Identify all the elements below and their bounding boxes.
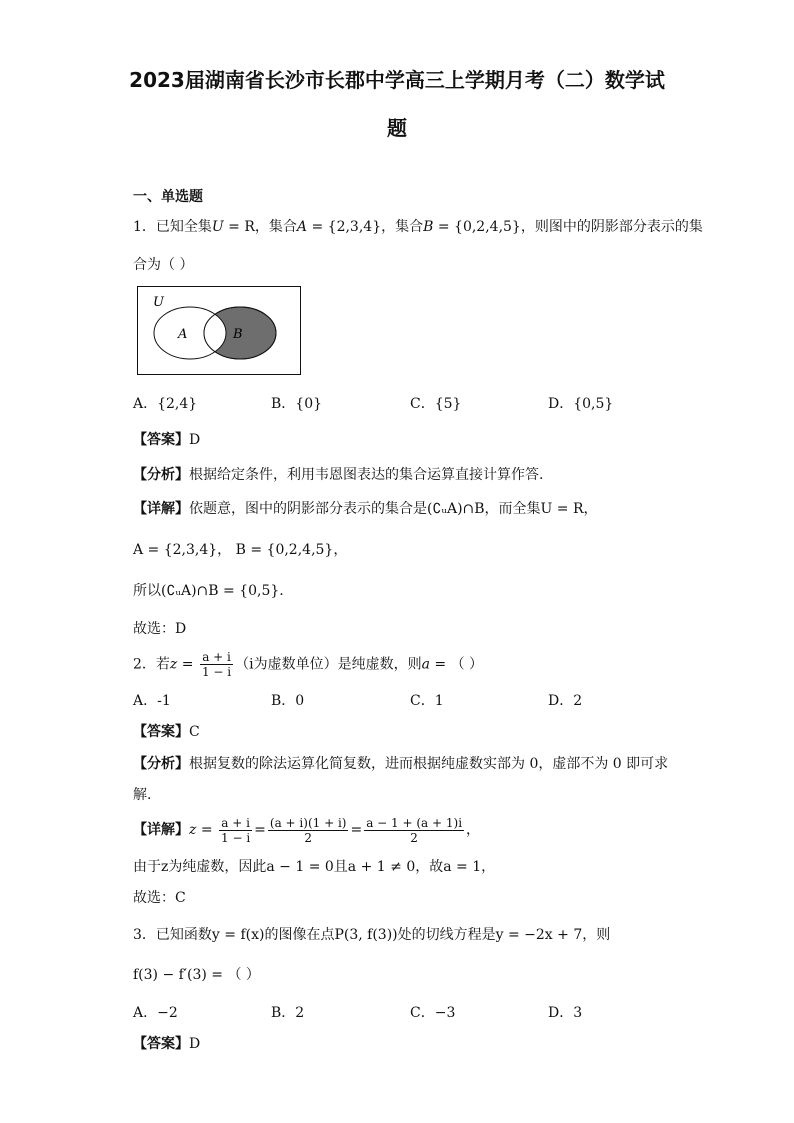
q1-option-d: D．{0,5} [548,396,614,412]
q1-stem-line-1 [133,218,703,236]
q3-option-d: D．3 [548,1005,583,1021]
detail-tag: 【详解】 [133,501,189,517]
q1-stem-eqr: = R，集合 [223,219,297,235]
q2-analysis-line-1 [133,755,668,773]
q2-choice: 故选：C [133,890,186,906]
detail-fraction-1 [219,816,252,845]
q2-detail-line-1: 【详解】z = $\frac{a + i}{1 - i}$ = $\frac{(a + i)(1 + i)}{2}$ = $\frac{a - 1 + (a + 1)i}{2}$ ， [133,815,481,845]
answer-tag: 【答案】 [133,1036,189,1052]
venn-label-b: B [233,327,243,342]
q1-detail-line-2: A = {2,3,4}， B = {0,2,4,5}， [133,542,348,558]
q1-option-c: C．{5} [410,396,462,412]
detail-fraction-2-denominator: 2 [304,830,312,845]
answer-value: C [189,724,200,740]
detail-fraction-2 [268,816,349,845]
q2-option-d: D．2 [548,693,583,709]
q1-choice: 故选：D [133,621,187,637]
q2-stem-suffix: （i为虚数单位）是纯虚数，则 [235,656,422,673]
venn-label-a: A [178,327,188,342]
answer-value: D [189,1036,201,1052]
section-heading: 一、单选题 [133,189,203,205]
detail-fraction-2-numerator: (a + i)(1 + i) [269,815,347,830]
q1-stem-aset: = {2,3,4}，集合 [307,219,424,235]
q3-answer [133,1035,200,1053]
q1-detail-line-1 [133,500,598,518]
q2-fraction-numerator: a + i [202,650,231,664]
q2-fraction [200,650,233,679]
exam-title-line-2: 题 [387,116,407,140]
q2-stem-z: z [169,656,178,673]
q2-option-b: B．0 [271,693,305,709]
detail-fraction-3 [364,816,464,845]
q1-stem-prefix: 1．已知全集 [133,219,212,235]
q1-stem-u: U [211,219,224,235]
answer-tag: 【答案】 [133,432,189,448]
q3-stem-line-2: f(3) − f′(3) = （ ） [133,967,260,983]
q1-stem-b: B [423,219,434,235]
answer-value: D [189,432,201,448]
exam-title-line-1: 2023届湖南省长沙市长郡中学高三上学期月考（二）数学试 [129,68,665,92]
venn-diagram [137,286,303,378]
detail-fraction-3-denominator: 2 [410,830,418,845]
q1-stem-line-2: 合为（ ） [133,257,194,273]
q1-option-b: B．{0} [271,396,323,412]
q2-stem-prefix: 2．若 [133,656,170,673]
q1-option-a: A．{2,4} [133,396,198,412]
q2-stem-eq: = [177,656,198,673]
q2-stem [133,650,483,679]
detail-text: 依题意，图中的阴影部分表示的集合是(∁ᵤA)∩B，而全集U = R， [189,501,598,517]
analysis-text: 根据给定条件，利用韦恩图表达的集合运算直接计算作答. [189,467,544,483]
q1-detail-line-3: 所以(∁ᵤA)∩B = {0,5}. [133,583,284,599]
detail-fraction-3-numerator: a − 1 + (a + 1)i [366,815,463,830]
detail-tag: 【详解】 [133,822,189,838]
venn-label-u: U [153,295,164,310]
q3-option-a: A．−2 [133,1005,178,1021]
analysis-tag: 【分析】 [133,756,189,772]
answer-tag: 【答案】 [133,724,189,740]
q2-answer [133,723,200,741]
detail-fraction-1-denominator: 1 − i [221,830,251,845]
q2-analysis-line-2: 解. [133,787,152,803]
q3-stem-line-1: 3．已知函数y = f(x)的图像在点P(3, f(3))处的切线方程是y = −2x + 7，则 [133,927,611,943]
q2-stem-a: a [421,656,430,673]
q1-analysis [133,466,543,484]
q1-stem-bset: = {0,2,4,5}，则图中的阴影部分表示的集 [433,219,703,235]
q2-option-a: A．-1 [133,693,171,709]
q2-detail-line-2: 由于z为纯虚数，因此a − 1 = 0且a + 1 ≠ 0，故a = 1， [133,859,496,875]
q2-stem-end: = （ ） [429,656,484,673]
detail-z: z = [189,822,218,838]
q3-option-b: B．2 [271,1005,305,1021]
detail-fraction-1-numerator: a + i [221,815,250,830]
q1-answer [133,431,200,449]
analysis-text: 根据复数的除法运算化简复数，进而根据纯虚数实部为 0，虚部不为 0 即可求 [189,756,669,772]
q2-fraction-denominator: 1 − i [201,665,232,679]
q2-option-c: C．1 [410,693,444,709]
q3-option-c: C．−3 [410,1005,456,1021]
analysis-tag: 【分析】 [133,467,189,483]
q1-stem-a: A [296,219,308,235]
